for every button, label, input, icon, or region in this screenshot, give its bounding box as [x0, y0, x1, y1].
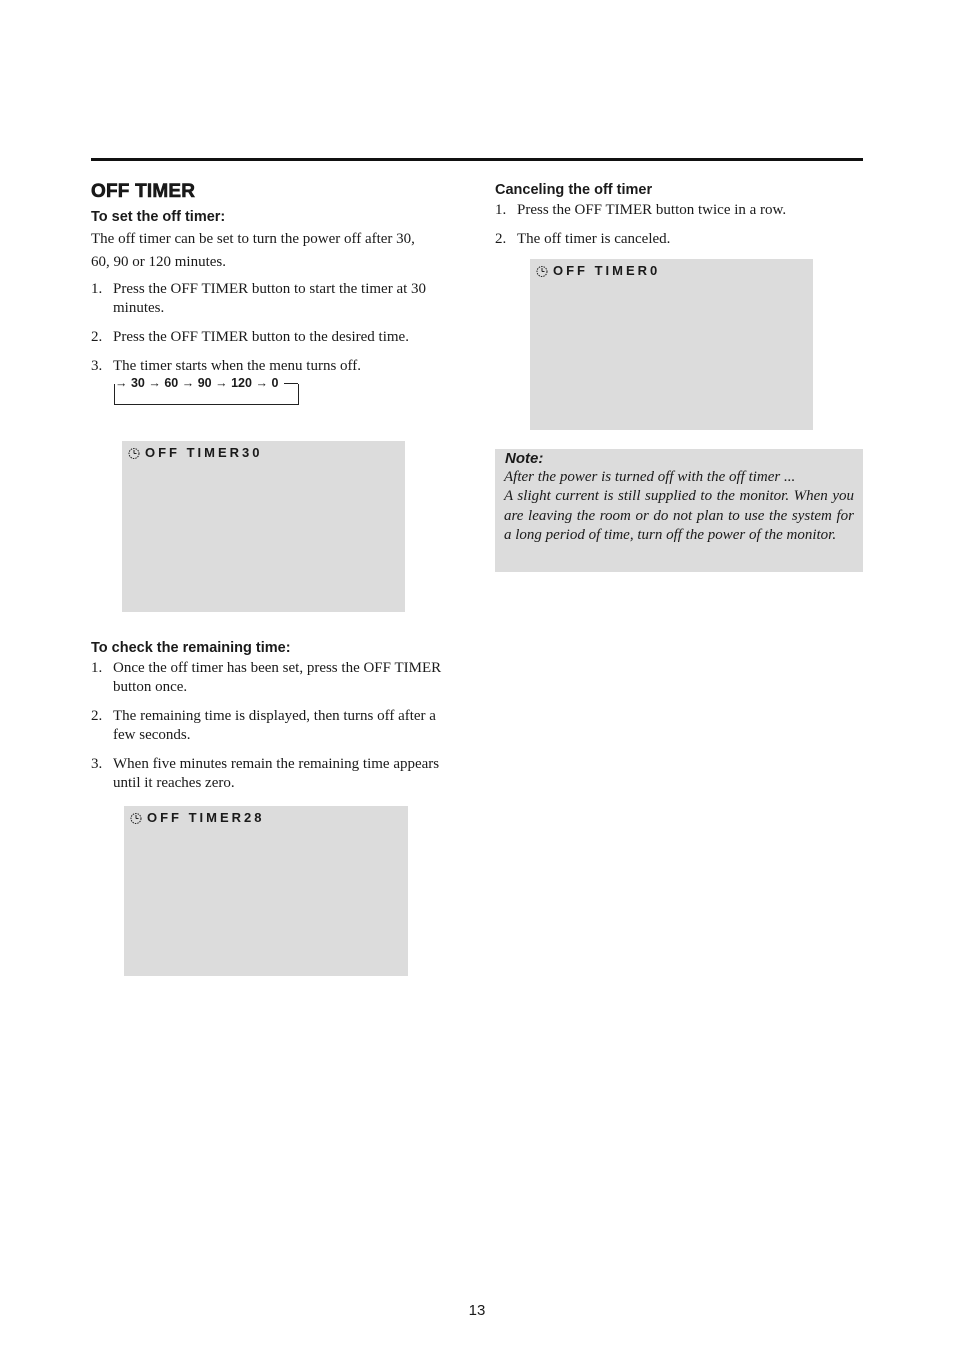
flow-value: 120 [231, 376, 252, 390]
list-item: 2. The off timer is canceled. [495, 231, 671, 247]
header-rule [91, 158, 863, 161]
osd-screen-set [122, 441, 405, 612]
list-item: 1. Once the off timer has been set, press the OFF TIMER button once. [91, 660, 442, 695]
timer-icon [128, 446, 140, 460]
timer-icon [536, 264, 548, 278]
arrow-icon: → [181, 376, 195, 390]
list-item: 1. Press the OFF TIMER button twice in a row. [495, 202, 787, 218]
flow-value: 90 [197, 376, 212, 390]
osd-text: OFF TIMER28 [147, 810, 265, 825]
cancel-heading: Canceling the off timer [495, 182, 653, 198]
list-item: 1. Press the OFF TIMER button to start the timer at 30 minutes. [91, 281, 427, 316]
osd-text: OFF TIMER0 [553, 263, 661, 278]
set-steps [91, 280, 461, 376]
set-intro-line-2: 60, 90 or 120 minutes. [91, 254, 226, 270]
arrow-icon: → [255, 376, 268, 390]
osd-screen-cancel [530, 259, 813, 430]
list-item: 3. The timer starts when the menu turns off. [91, 358, 361, 374]
note-line: After the power is turned off with the off timer ... [504, 469, 796, 485]
flow-value: 30 [130, 376, 145, 390]
osd-text: OFF TIMER30 [145, 445, 263, 460]
set-intro-line-1: The off timer can be set to turn the power off after 30, [91, 231, 415, 247]
arrow-icon: → [148, 376, 161, 390]
left-column-lower [91, 638, 461, 793]
list-item: 2. The remaining time is displayed, then turns off after a few seconds. [91, 708, 436, 743]
arrow-icon: → [115, 376, 128, 390]
note-body [504, 468, 854, 546]
check-steps [91, 659, 461, 793]
note-box [495, 449, 863, 572]
timer-cycle-diagram [114, 376, 299, 405]
osd-screen-check [124, 806, 408, 976]
list-item: 2. Press the OFF TIMER button to the desired time. [91, 329, 409, 345]
flow-value: 60 [164, 376, 179, 390]
note-title: Note: [505, 450, 544, 467]
arrow-icon: → [215, 376, 228, 390]
cancel-steps [495, 201, 863, 249]
section-title: OFF TIMER [91, 181, 196, 202]
right-column [495, 180, 863, 249]
left-column [91, 180, 461, 405]
flow-return-line [284, 383, 298, 384]
check-heading: To check the remaining time: [91, 640, 291, 656]
timer-icon [130, 811, 142, 825]
note-line: A slight current is still supplied to the monitor. When you are leaving the room or do not plan to use the system for a long period of time, turn off the power of the monitor. [504, 488, 854, 544]
list-item: 3. When five minutes remain the remaining time appears until it reaches zero. [91, 756, 440, 791]
set-heading: To set the off timer: [91, 209, 226, 225]
page-number: 13 [468, 1302, 486, 1319]
flow-value: 0 [271, 376, 279, 390]
